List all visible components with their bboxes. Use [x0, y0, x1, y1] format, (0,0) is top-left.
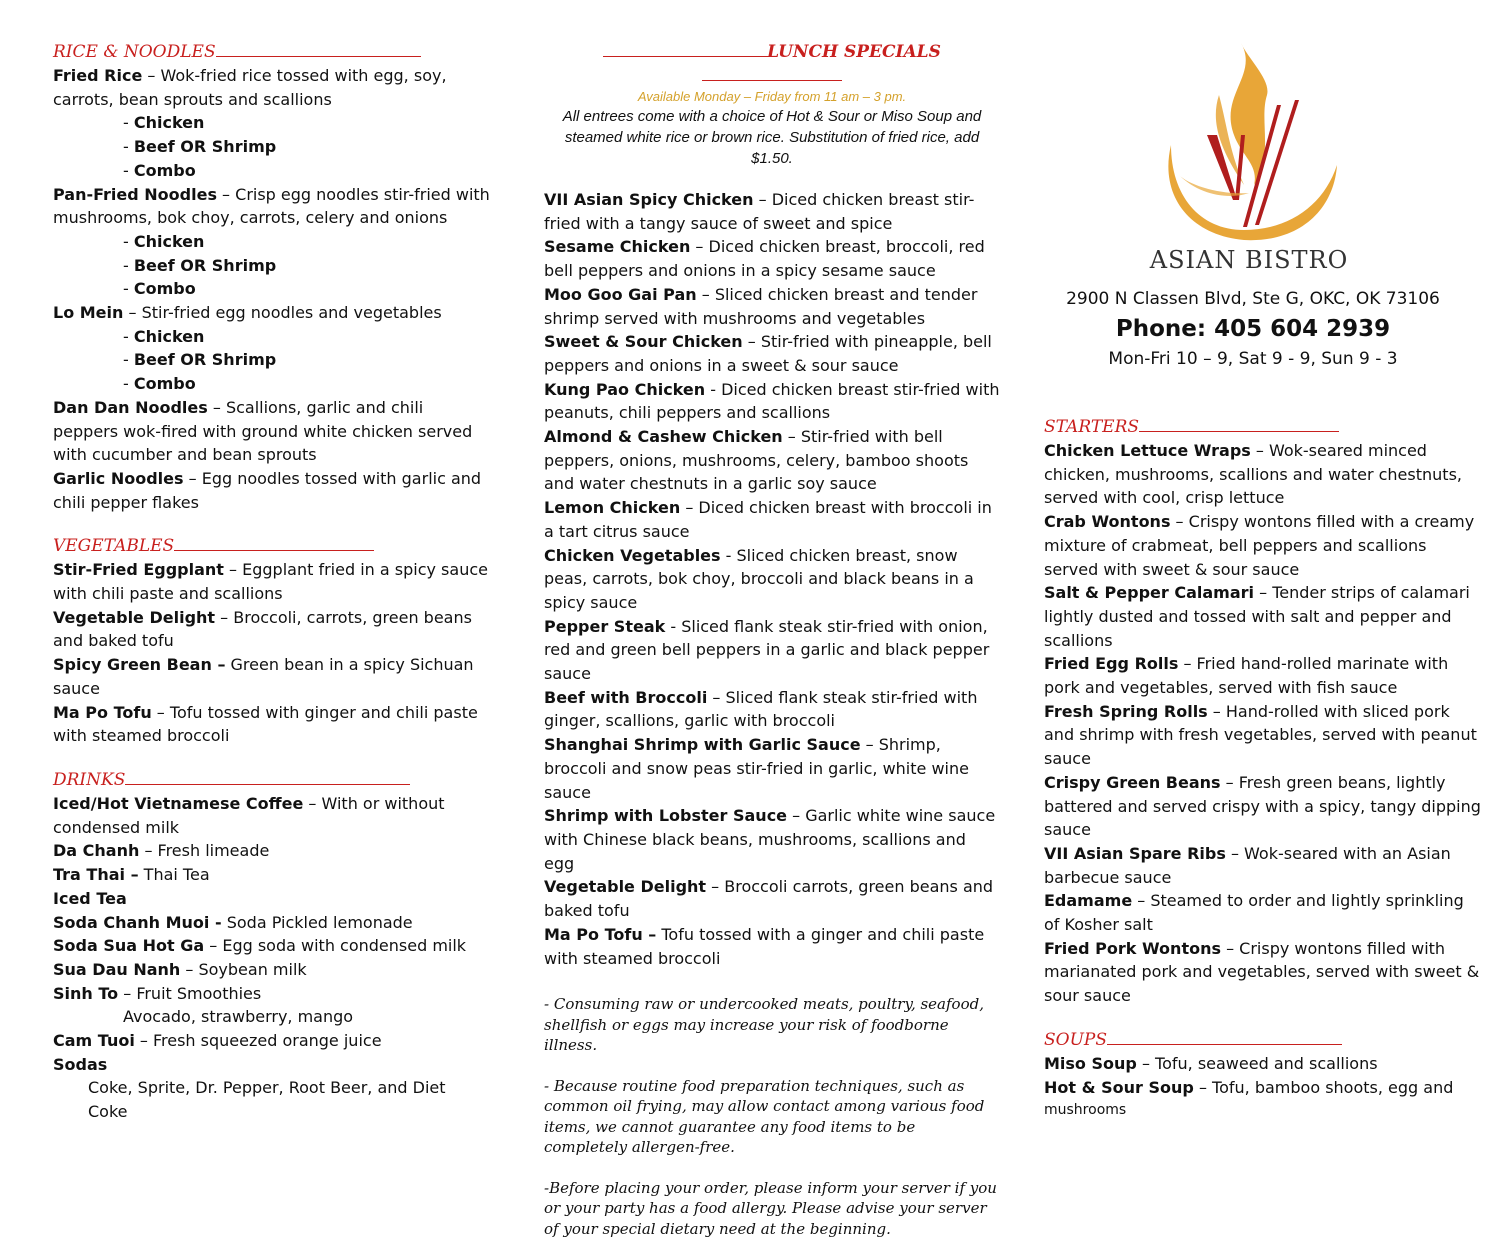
- menu-item: Lemon Chicken – Diced chicken breast with broccoli in a tart citrus sauce: [544, 498, 992, 541]
- vegetables-heading: VEGETABLES: [53, 534, 493, 558]
- menu-item: Chicken Vegetables - Sliced chicken breast, snow peas, carrots, bok choy, broccoli and black beans in a spicy sauce: [544, 545, 974, 612]
- starters-heading: STARTERS: [1044, 415, 1484, 439]
- disclaimer-raw-food: - Consuming raw or undercooked meats, poultry, seafood, shellfish or eggs may increase your risk of foodborne illness.: [544, 995, 984, 1055]
- menu-item: Sesame Chicken – Diced chicken breast, broccoli, red bell peppers and onions in a spicy sesame sauce: [544, 237, 985, 281]
- menu-item: Tra Thai – Thai Tea: [53, 865, 210, 885]
- menu-item: Sweet & Sour Chicken – Stir-fried with pineapple, bell peppers and onions in a sweet & sour sauce: [544, 332, 992, 375]
- phone-number: Phone: 405 604 2939: [1115, 316, 1391, 342]
- menu-option: - Combo: [123, 279, 196, 299]
- menu-item: Sodas: [53, 1054, 108, 1074]
- menu-item: VII Asian Spare Ribs – Wok-seared with an Asian barbecue sauce: [1044, 843, 1451, 887]
- menu-item: Fried Egg Rolls – Fried hand-rolled marinate with pork and vegetables, served with fish sauce: [1044, 654, 1449, 698]
- menu-item: Crab Wontons – Crispy wontons filled with a creamy mixture of crabmeat, bell peppers and scallions served with sweet & sour sauce: [1044, 512, 1475, 579]
- menu-item: Almond & Cashew Chicken – Stir-fried with bell peppers, onions, mushrooms, celery, bamboo shoots and water chestnuts in a garlic soy sauce: [544, 427, 969, 494]
- logo-wordmark: ASIAN BISTRO: [1149, 246, 1349, 274]
- menu-option: - Beef OR Shrimp: [123, 350, 277, 370]
- rice-noodles-heading: RICE & NOODLES: [53, 40, 493, 64]
- flame-chopsticks-icon: [1149, 35, 1349, 250]
- menu-item: Ma Po Tofu – Tofu tossed with ginger and chili paste with steamed broccoli: [53, 702, 478, 746]
- menu-item: Cam Tuoi – Fresh squeezed orange juice: [53, 1031, 382, 1051]
- menu-item: Pepper Steak - Sliced flank steak stir-fried with onion, red and green bell peppers in a garlic and black pepper sauce: [544, 616, 990, 684]
- disclaimer-allergen: - Because routine food preparation techniques, such as common oil frying, may allow contact among various food items, we cannot guarantee any food items to be completely allergen-free.: [544, 1076, 985, 1157]
- menu-item: Chicken Lettuce Wraps – Wok-seared minced chicken, mushrooms, scallions and water chestnuts, served with cool, crisp lettuce: [1044, 441, 1462, 508]
- menu-item: Fresh Spring Rolls – Hand-rolled with sliced pork and shrimp with fresh vegetables, served with peanut sauce: [1044, 701, 1477, 769]
- smoothie-flavors: Avocado, strawberry, mango: [123, 1007, 354, 1027]
- menu-option: - Chicken: [123, 231, 205, 251]
- menu-item: Iced Tea: [53, 888, 127, 908]
- menu-item: Stir-Fried Eggplant – Eggplant fried in a spicy sauce with chili paste and scallions: [53, 560, 488, 604]
- menu-item: Edamame – Steamed to order and lightly sprinkling of Kosher salt: [1044, 891, 1464, 935]
- menu-item: Kung Pao Chicken - Diced chicken breast stir-fried with peanuts, chili peppers and scallions: [544, 379, 1000, 423]
- menu-option: - Combo: [123, 160, 196, 180]
- middle-column: [544, 40, 1000, 1239]
- menu-item: Moo Goo Gai Pan – Sliced chicken breast and tender shrimp served with mushrooms and vegetables: [544, 284, 978, 328]
- menu-option: - Beef OR Shrimp: [123, 255, 277, 275]
- menu-option: - Chicken: [123, 113, 205, 133]
- availability-note: Available Monday – Friday from 11 am – 3 pm.: [637, 89, 907, 104]
- menu-option: - Chicken: [123, 326, 205, 346]
- menu-item: Lo Mein – Stir-fried egg noodles and vegetables: [53, 303, 442, 323]
- contact-block: [1044, 286, 1462, 372]
- menu-item: Sua Dau Nanh – Soybean milk: [53, 959, 307, 979]
- lunch-specials-heading: LUNCH SPECIALS: [544, 40, 1000, 88]
- sodas-list: Coke, Sprite, Dr. Pepper, Root Beer, and Diet Coke: [88, 1078, 446, 1122]
- menu-item: Soda Chanh Muoi - Soda Pickled lemonade: [53, 912, 413, 932]
- menu-item: Sinh To – Fruit Smoothies: [53, 983, 262, 1003]
- menu-item: Beef with Broccoli – Sliced flank steak stir-fried with ginger, scallions, garlic with broccoli: [544, 687, 978, 731]
- menu-item: Shanghai Shrimp with Garlic Sauce – Shrimp, broccoli and snow peas stir-fried in garlic, white wine sauce: [544, 735, 969, 802]
- menu-item: Dan Dan Noodles – Scallions, garlic and chili peppers wok-fired with ground white chicken served with cucumber and bean sprouts: [53, 397, 473, 465]
- menu-item: Iced/Hot Vietnamese Coffee – With or without condensed milk: [53, 793, 445, 837]
- menu-item: Pan-Fried Noodles – Crisp egg noodles stir-fried with mushrooms, bok choy, carrots, celery and onions: [53, 184, 490, 228]
- menu-item: Hot & Sour Soup – Tofu, bamboo shoots, egg and: [1044, 1077, 1454, 1097]
- menu-item: Vegetable Delight – Broccoli, carrots, green beans and baked tofu: [53, 607, 472, 651]
- drinks-heading: DRINKS: [53, 768, 493, 792]
- menu-item: Shrimp with Lobster Sauce – Garlic white wine sauce with Chinese black beans, mushrooms, scallions and egg: [544, 806, 996, 873]
- menu-item: Ma Po Tofu – Tofu tossed with a ginger and chili paste with steamed broccoli: [544, 924, 985, 968]
- logo: [1044, 30, 1484, 280]
- business-hours: Mon-Fri 10 – 9, Sat 9 - 9, Sun 9 - 3: [1108, 349, 1398, 369]
- menu-item: Fried Pork Wontons – Crispy wontons filled with marianated pork and vegetables, served with sweet & sour sauce: [1044, 938, 1480, 1006]
- disclaimer-inform-server: -Before placing your order, please inform your server if you or your party has a food allergy. Please advise your server of your special dietary need at the beginning.: [544, 1178, 997, 1238]
- menu-item: Vegetable Delight – Broccoli carrots, green beans and baked tofu: [544, 877, 994, 921]
- address: 2900 N Classen Blvd, Ste G, OKC, OK 73106: [1066, 289, 1440, 309]
- menu-item: Garlic Noodles – Egg noodles tossed with garlic and chili pepper flakes: [53, 468, 482, 512]
- menu-item: Salt & Pepper Calamari – Tender strips of calamari lightly dusted and tossed with salt and pepper and scallions: [1044, 583, 1470, 650]
- menu-item-continued: mushrooms: [1044, 1102, 1127, 1119]
- right-column: [1044, 30, 1484, 1123]
- menu-item: Crispy Green Beans – Fresh green beans, lightly battered and served crispy with a spicy, tangy dipping sauce: [1044, 772, 1481, 840]
- menu-item: VII Asian Spicy Chicken – Diced chicken breast stir-fried with a tangy sauce of sweet and spice: [544, 190, 975, 233]
- menu-option: - Combo: [123, 374, 196, 394]
- menu-item: Soda Sua Hot Ga – Egg soda with condensed milk: [53, 936, 467, 956]
- menu-option: - Beef OR Shrimp: [123, 137, 277, 157]
- left-column: [53, 40, 493, 1124]
- menu-item: Fried Rice – Wok-fried rice tossed with egg, soy, carrots, bean sprouts and scallions: [53, 66, 447, 109]
- entree-note: All entrees come with a choice of Hot & Sour or Miso Soup and steamed white rice or brown rice. Substitution of fried rice, add $1.50.: [562, 108, 982, 167]
- menu-item: Da Chanh – Fresh limeade: [53, 841, 270, 861]
- menu-item: Spicy Green Bean – Green bean in a spicy Sichuan sauce: [53, 655, 474, 698]
- menu-item: Miso Soup – Tofu, seaweed and scallions: [1044, 1053, 1378, 1073]
- soups-heading: SOUPS: [1044, 1028, 1484, 1052]
